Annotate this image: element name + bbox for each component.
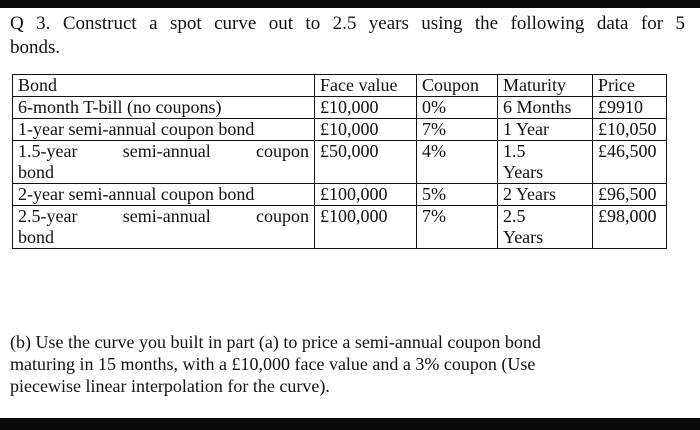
cell-coupon: 4% [417,141,498,184]
cell-bond: 1-year semi-annual coupon bond [13,119,315,141]
table-row [13,184,667,206]
cell-maturity [498,206,593,249]
cell-bond-line-1: 2.5-year semi-annual coupon [18,206,309,226]
cell-price: £98,000 [593,206,667,249]
table-header-row [13,75,667,97]
cell-coupon: 7% [417,206,498,249]
question-line-1: Q 3. Construct a spot curve out to 2.5 years using the following data for 5 [10,13,685,34]
cell-bond [13,141,315,184]
cell-face: £100,000 [315,184,417,206]
cell-bond: 2-year semi-annual coupon bond [13,184,315,206]
header-bond: Bond [13,75,315,97]
cell-bond-line-2: bond [18,227,54,247]
cell-maturity-line-2: Years [503,162,544,182]
part-b-text [10,331,650,397]
part-b-line-3: piecewise linear interpolation for the curve). [10,376,330,396]
cell-maturity-line-1: 2.5 [503,206,526,226]
header-maturity: Maturity [498,75,593,97]
bond-data-table [12,74,667,249]
cell-price: £9910 [593,97,667,119]
cell-maturity-line-2: Years [503,227,544,247]
cell-coupon: 7% [417,119,498,141]
cell-face: £100,000 [315,206,417,249]
cell-bond: 6-month T-bill (no coupons) [13,97,315,119]
table-row [13,97,667,119]
bottom-border-bar [0,418,700,430]
cell-coupon: 0% [417,97,498,119]
top-border-bar [0,0,700,8]
cell-price: £10,050 [593,119,667,141]
table-row [13,206,667,249]
table-row [13,141,667,184]
cell-face: £10,000 [315,119,417,141]
cell-bond-line-2: bond [18,162,54,182]
part-b-line-1: (b) Use the curve you built in part (a) to price a semi-annual coupon bond [10,332,541,352]
cell-face: £10,000 [315,97,417,119]
cell-face: £50,000 [315,141,417,184]
question-line-2: bonds. [10,37,61,58]
header-coupon: Coupon [417,75,498,97]
cell-maturity: 2 Years [498,184,593,206]
cell-bond [13,206,315,249]
part-b-line-2: maturing in 15 months, with a £10,000 face value and a 3% coupon (Use [10,354,536,374]
cell-bond-line-1: 1.5-year semi-annual coupon [18,141,309,161]
cell-maturity: 1 Year [498,119,593,141]
table-row [13,119,667,141]
cell-coupon: 5% [417,184,498,206]
header-face-value: Face value [315,75,417,97]
cell-maturity: 6 Months [498,97,593,119]
cell-maturity-line-1: 1.5 [503,141,526,161]
question-text [10,12,685,60]
header-price: Price [593,75,667,97]
cell-price: £96,500 [593,184,667,206]
cell-price: £46,500 [593,141,667,184]
cell-maturity [498,141,593,184]
